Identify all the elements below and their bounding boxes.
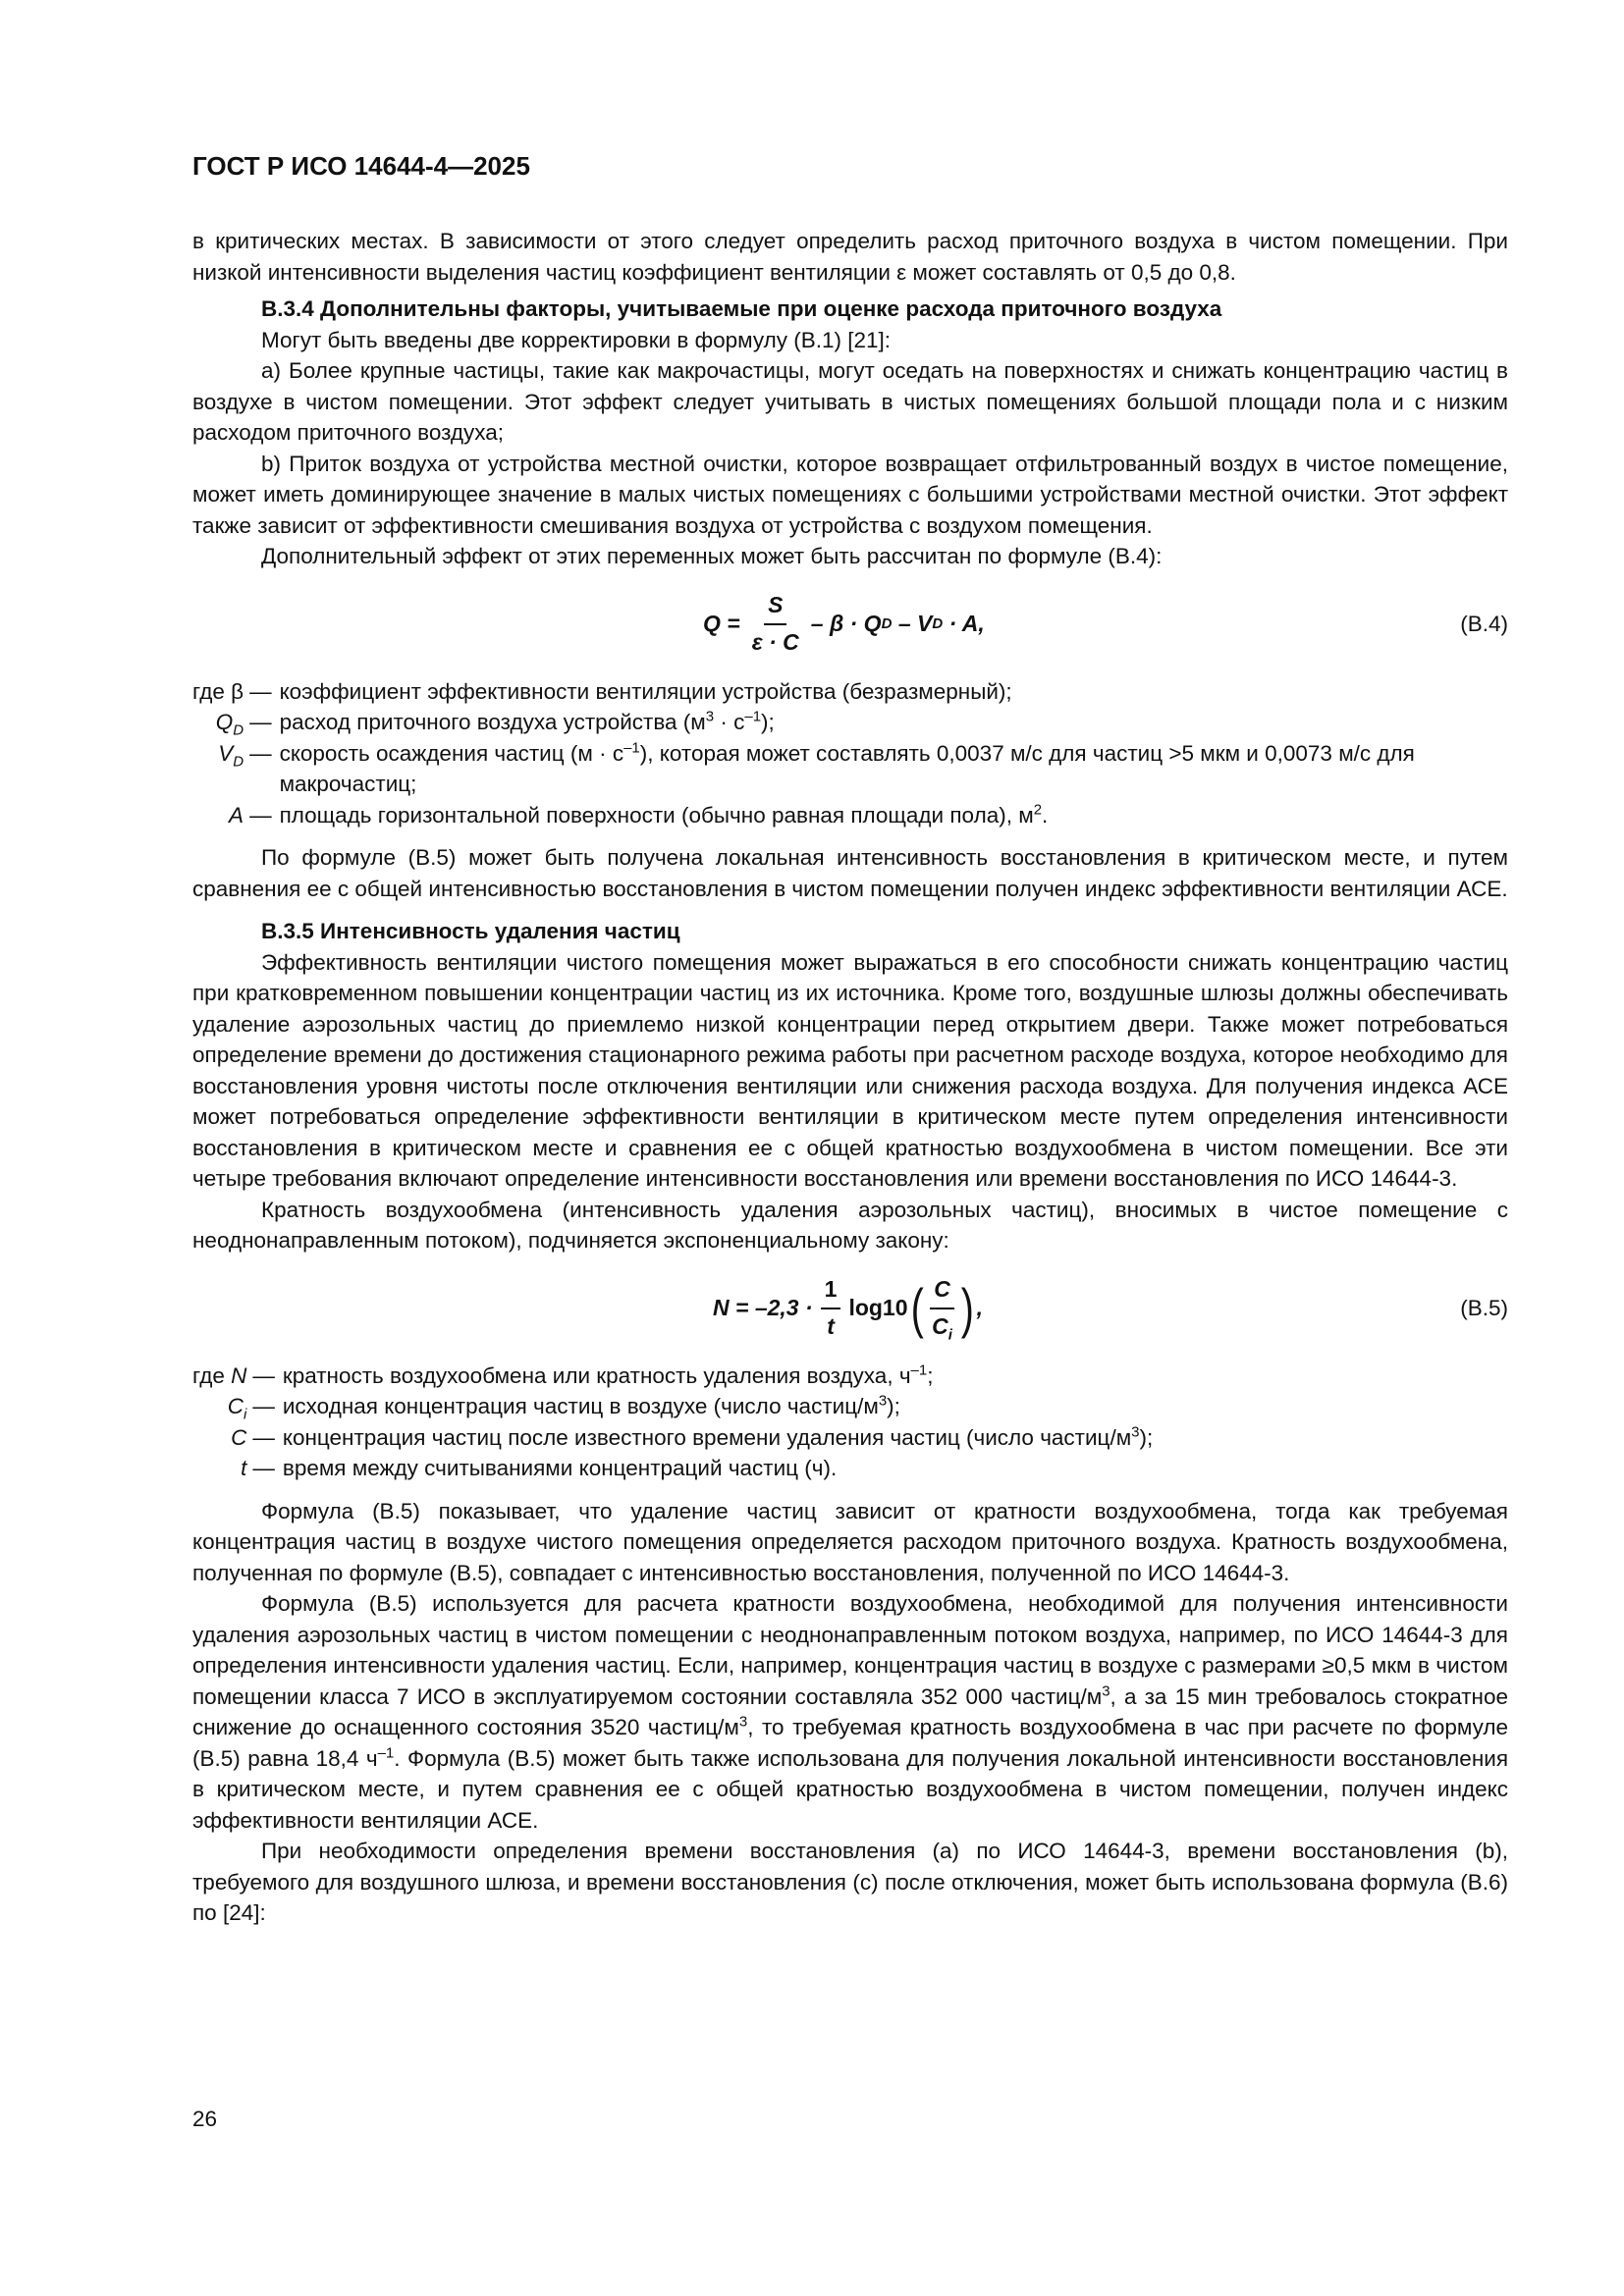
paragraph: Эффективность вентиляции чистого помещения может выражаться в его способности снижать концентрацию частиц при кратковременном повышении концентрации частиц из их источника. Кроме того, воздушные шлюзы должны обеспечивать удаление аэрозольных частиц до приемлемо низкой концентрации перед открытием двери. Также может потребоваться определение времени до достижения стационарного режима работы при расчетном расходе воздуха, которое необходимо для восстановления уровня чистоты после отключения вентиляции или снижения расхода воздуха. Для получения индекса АСЕ может потребоваться определение эффективности вентиляции в критическом месте путем определения интенсивности восстановления в критическом месте и сравнения ее с общей кратностью воздухообмена в чистом помещении. Все эти четыре требования включают определение интенсивности восстановления или времени восстановления по ИСО 14644-3. bbox=[192, 949, 1508, 1191]
fraction: $\frac{1}{t}$ bbox=[821, 1274, 841, 1342]
page-header-standard-title: ГОСТ Р ИСО 14644-4—2025 bbox=[192, 151, 530, 181]
paragraph: Дополнительный эффект от этих переменных может быть рассчитан по формуле (В.4): bbox=[261, 544, 1163, 568]
section-heading-b35: В.3.5 Интенсивность удаления частиц bbox=[261, 919, 680, 943]
definition-row: $Q_D$ — расход приточного воздуха устройства $(м^3 \cdot с^{-1})$; bbox=[215, 708, 775, 739]
paragraph: При необходимости определения времени восстановления (а) по ИСО 14644-3, времени восстановления (b), требуемого для воздушного шлюза, и времени восстановления (с) после отключения, может быть использована формула (В.6) по [24]: bbox=[192, 1839, 1508, 1925]
formula-b5 bbox=[192, 1266, 1508, 1351]
paragraph-item-b: b) Приток воздуха от устройства местной очистки, которое возвращает отфильтрованный воздух в чистое помещение, может иметь доминирующее значение в малых чистых помещениях с большими устройствами местной очистки. Этот эффект также зависит от эффективности смешивания воздуха от устройства с воздухом помещения. bbox=[192, 451, 1508, 538]
fraction: $\frac{S}{\varepsilon \cdot C}$ bbox=[751, 592, 799, 655]
definition-row: $V_D$ — скорость осаждения частиц $(м \cdot с^{-1})$, которая может составлять 0,0037 м/с для частиц >5 мкм и 0,0073 м/с для макрочастиц; bbox=[218, 739, 1415, 796]
paragraph: Формула (В.5) используется для расчета кратности воздухообмена, необходимой для получения интенсивности удаления аэрозольных частиц в чистом помещении с неоднонаправленным потоком воздуха, например, по ИСО 14644-3 для определения интенсивности удаления частиц. Если, например, концентрация частиц в воздухе с размерами ≥0,5 мкм в чистом помещении класса 7 ИСО в эксплуатируемом состоянии составляла 352 000 частиц/$м^3$, а за 15 мин требовалось стократное снижение до оснащенного состояния 3520 частиц/$м^3$, то требуемая кратность воздухообмена в час при расчете по формуле (В.5) равна 18,4 $ч^{-1}$. Формула (В.5) может быть также использована для получения локальной интенсивности восстановления в критическом месте, и путем сравнения ее с общей кратностью воздухообмена в чистом помещении, получен индекс эффективности вентиляции АСЕ. bbox=[192, 1591, 1509, 1833]
fraction: $\frac{C}{C_i}$ bbox=[932, 1276, 952, 1344]
paragraph: Формула (В.5) показывает, что удаление частиц зависит от кратности воздухообмена, тогда как требуемая концентрация частиц в воздухе чистого помещения определяется расходом приточного воздуха. Кратность воздухообмена, полученная по формуле (В.5), совпадает с интенсивностью восстановления, полученной по ИСО 14644-3. bbox=[192, 1498, 1508, 1585]
definition-row: $C_i$ — исходная концентрация частиц в воздухе (число частиц/$м^3$); bbox=[227, 1392, 900, 1423]
formula-b5-number: (В.5) bbox=[1460, 1295, 1508, 1320]
definition-row: t — время между считываниями концентраций частиц (ч). bbox=[241, 1456, 838, 1480]
paragraph-continuation: в критических местах. В зависимости от этого следует определить расход приточного воздуха в чистом помещении. При низкой интенсивности выделения частиц коэффициент вентиляции ε может составлять от 0,5 до 0,8. bbox=[192, 229, 1508, 285]
definition-row: A — площадь горизонтальной поверхности (обычно равная площади пола), $м^2$. bbox=[229, 801, 1049, 828]
page-number: 26 bbox=[192, 2107, 218, 2131]
definition-row: где β — коэффициент эффективности вентиляции устройства (безразмерный); bbox=[192, 678, 1012, 704]
formula-b4-expression: Q = $\frac{S}{\varepsilon \cdot C}$ – β · Q D – V D · A, bbox=[703, 582, 985, 667]
definitions-b4 bbox=[192, 676, 1508, 831]
formula-b4 bbox=[192, 582, 1508, 667]
paragraph: По формуле (В.5) может быть получена локальная интенсивность восстановления в критическом месте, и путем сравнения ее с общей интенсивностью восстановления в чистом помещении получен индекс эффективности вентиляции АСЕ. bbox=[192, 845, 1508, 901]
paragraph-item-a: а) Более крупные частицы, такие как макрочастицы, могут оседать на поверхностях и снижать концентрацию частиц в воздухе в чистом помещении. Этот эффект следует учитывать в чистых помещениях большой площади пола и с низким расходом приточного воздуха; bbox=[192, 358, 1508, 445]
formula-b5-expression: N = –2,3 · $\frac{1}{t}$ log10 ( $\frac{C}{C_i}$ ) , bbox=[713, 1276, 984, 1344]
paragraph: Могут быть введены две корректировки в формулу (В.1) [21]: bbox=[261, 327, 892, 352]
definition-row: где N — кратность воздухообмена или кратность удаления воздуха, $ч^{-1}$; bbox=[192, 1362, 934, 1388]
definition-row: C — концентрация частиц после известного времени удаления частиц (число частиц/$м^3$); bbox=[231, 1423, 1154, 1450]
page-content bbox=[192, 226, 1508, 1929]
section-heading-b34: В.3.4 Дополнительны факторы, учитываемые при оценке расхода приточного воздуха bbox=[261, 296, 1222, 321]
paragraph: Кратность воздухообмена (интенсивность удаления аэрозольных частиц), вносимых в чистое помещение с неоднонаправленным потоком), подчиняется экспоненциальному закону: bbox=[192, 1197, 1508, 1253]
definitions-b5 bbox=[192, 1361, 1153, 1484]
formula-b4-number: (В.4) bbox=[1460, 611, 1508, 636]
